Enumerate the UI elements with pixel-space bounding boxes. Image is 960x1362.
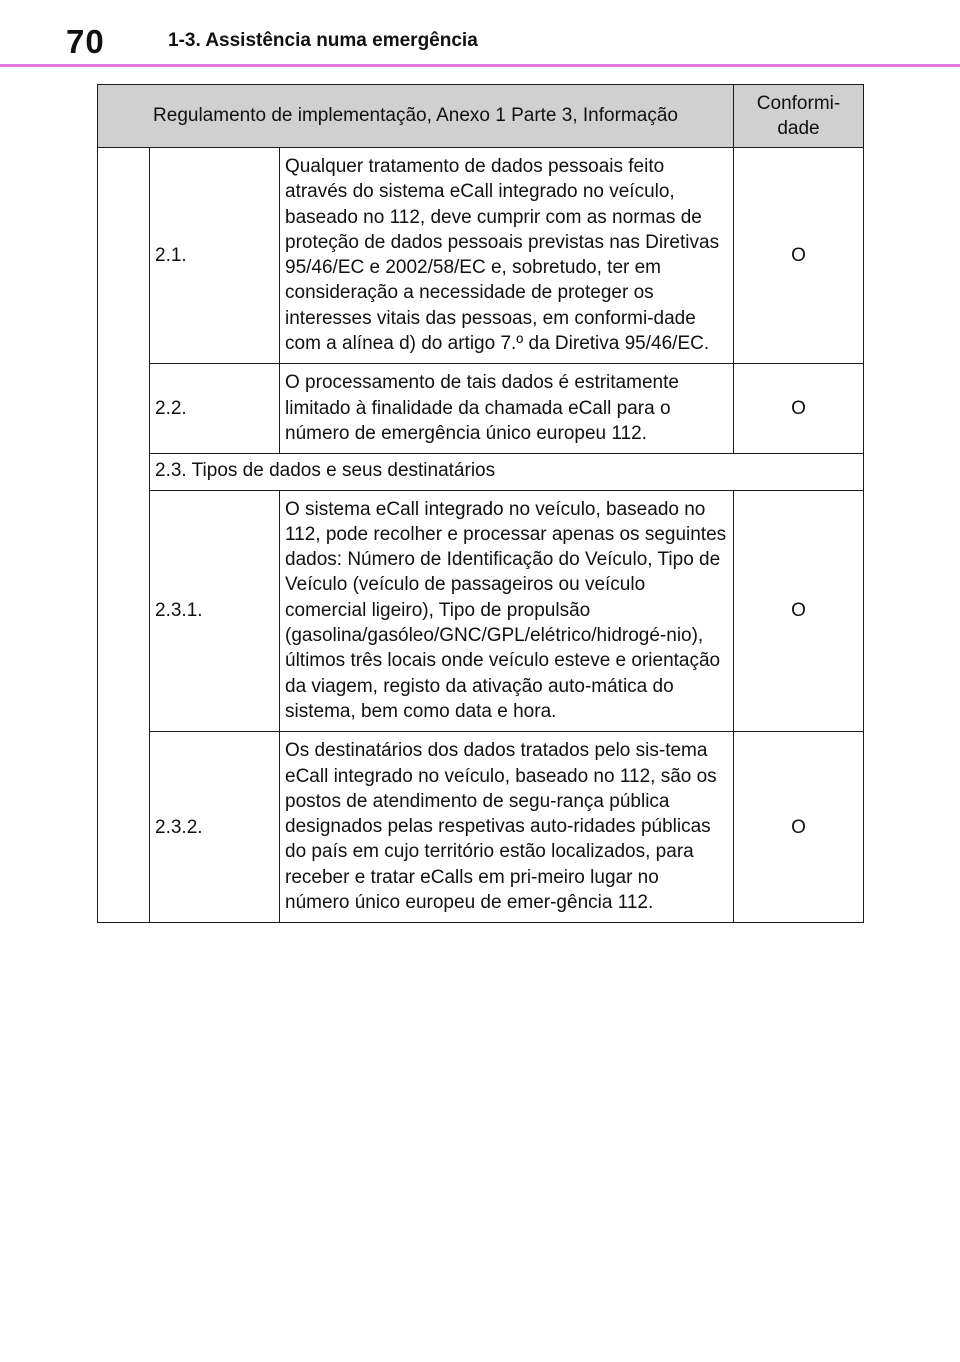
table-row xyxy=(98,364,864,454)
page-header xyxy=(0,0,960,66)
indent-column xyxy=(98,148,150,923)
row-text: O processamento de tais dados é estritamente limitado à finalidade da chamada eCall para o número de emergência único europeu 112. xyxy=(280,364,734,454)
table-row xyxy=(98,148,864,364)
row-subheading: 2.3. Tipos de dados e seus destinatários xyxy=(150,454,864,490)
table-subheading-row xyxy=(98,454,864,490)
row-text: Qualquer tratamento de dados pessoais feito através do sistema eCall integrado no veículo, baseado no 112, deve cumprir com as normas de proteção de dados pessoais previstas nas Diretivas 95/46/EC e 2002/58/EC e, sobretudo, ter em consideração a necessidade de proteger os interesses vitais das pessoas, em conformi-dade com a alínea d) do artigo 7.º da Diretiva 95/46/EC. xyxy=(280,148,734,364)
row-number: 2.3.1. xyxy=(150,490,280,732)
row-text: O sistema eCall integrado no veículo, baseado no 112, pode recolher e processar apenas os seguintes dados: Número de Identificação do Veículo, Tipo de Veículo (veículo de passageiros ou veículo comercial ligeiro), Tipo de propulsão (gasolina/gasóleo/GNC/GPL/elétrico/hidrogé-nio), últimos três locais onde veículo esteve e orientação da viagem, registo da ativação auto-mática do sistema, bem como data e hora. xyxy=(280,490,734,732)
row-number: 2.1. xyxy=(150,148,280,364)
page-number: 70 xyxy=(66,23,105,60)
header-divider xyxy=(0,64,960,67)
row-number: 2.3.2. xyxy=(150,732,280,923)
row-number: 2.2. xyxy=(150,364,280,454)
row-conformity: O xyxy=(734,148,864,364)
regulation-table xyxy=(97,84,864,923)
row-conformity: O xyxy=(734,490,864,732)
table-header-row xyxy=(98,85,864,148)
column-header-regulation: Regulamento de implementação, Anexo 1 Parte 3, Informação xyxy=(98,85,734,148)
row-text: Os destinatários dos dados tratados pelo sis-tema eCall integrado no veículo, baseado no 112, são os postos de atendimento de segu-rança pública designados pelas respetivas auto-ridades públicas do país em cujo território estão localizados, para receber e tratar eCalls em pri-meiro lugar no número único europeu de emer-gência 112. xyxy=(280,732,734,923)
row-conformity: O xyxy=(734,732,864,923)
table-row xyxy=(98,732,864,923)
section-title: 1-3. Assistência numa emergência xyxy=(168,30,478,51)
column-header-conformity: Conformi- dade xyxy=(734,85,864,148)
row-conformity: O xyxy=(734,364,864,454)
table-row xyxy=(98,490,864,732)
